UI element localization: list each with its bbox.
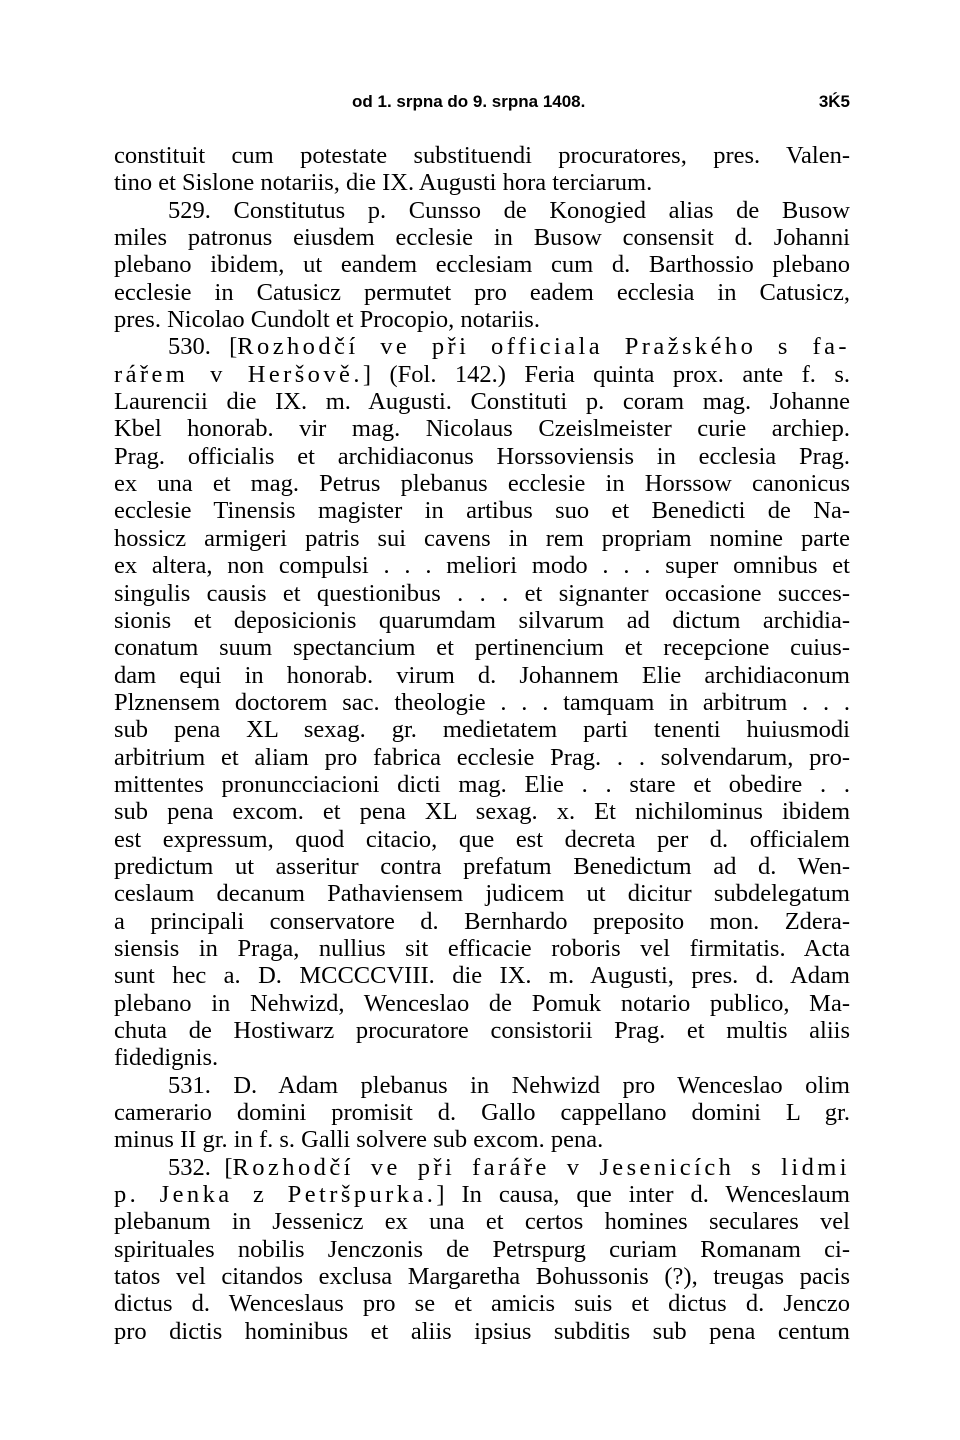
text-line: chuta de Hostiwarz procuratore consistorii Prag. et multis aliis (114, 1017, 850, 1044)
text-line: plebano in Nehwizd, Wenceslao de Pomuk notario publico, Ma- (114, 989, 850, 1017)
text-line: tatos vel citandos exclusa Margaretha Bohussonis (?), treugas pacis (114, 1263, 850, 1291)
text-line: ecclesie Tinensis magister in artibus suo et Benedicti de Na- (114, 497, 850, 525)
text-line: minus II gr. in f. s. Galli solvere sub excom. pena. (114, 1126, 604, 1154)
text-line (114, 361, 850, 388)
text-segment: ] In causa, que inter d. Wenceslaum (436, 1181, 850, 1209)
text-line (114, 1181, 850, 1208)
text-segment: 530. [ (168, 333, 238, 361)
text-line: ceslaum decanum Pathaviensem judicem ut dicitur subdelegatum (114, 880, 850, 908)
text-line: spirituales nobilis Jenczonis de Petrspurg curiam Romanam ci- (114, 1235, 850, 1263)
spaced-heading-segment: p. Jenka z Petršpurka. (114, 1181, 437, 1209)
text-line: a principali conservatore d. Bernhardo preposito mon. Zdera- (114, 907, 850, 935)
text-line: mittentes pronuncciacioni dicti mag. Elie . . stare et obedire . . (114, 770, 850, 798)
spaced-heading-segment: Rozhodčí ve při faráře v Jesenicích s lidmi (232, 1153, 850, 1181)
text-segment: ] (Fol. 142.) Feria quinta prox. ante f. s. (362, 360, 850, 388)
text-line: constituit cum potestate substituendi procuratores, pres. Valen- (114, 142, 850, 169)
page-number: 3Ḱ5 (818, 92, 850, 111)
text-line (114, 1154, 850, 1181)
text-line: Kbel honorab. vir mag. Nicolaus Czeislmeister curie archiep. (114, 415, 850, 443)
text-line: plebano ibidem, ut eandem ecclesiam cum d. Barthossio plebano (114, 251, 850, 279)
text-line: arbitrium et aliam pro fabrica ecclesie Prag. . . solvendarum, pro- (114, 743, 850, 771)
text-line: fidedignis. (114, 1044, 219, 1072)
text-line: sunt hec a. D. MCCCCVIII. die IX. m. Augusti, pres. d. Adam (114, 962, 850, 990)
text-line: sionis et deposicionis quarumdam silvarum ad dictum archidia- (114, 606, 850, 634)
text-line: est expressum, quod citacio, que est decreta per d. officialem (114, 825, 850, 853)
text-line: Prag. officialis et archidiaconus Horssoviensis in ecclesia Prag. (114, 442, 850, 470)
text-line: plebanum in Jessenicz ex una et certos homines seculares vel (114, 1208, 850, 1236)
text-line: dictus d. Wenceslaus pro se et amicis suis et dictus d. Jenczo (114, 1290, 850, 1318)
text-line: hossicz armigeri patris sui cavens in rem propriam nomine parte (114, 524, 850, 552)
text-line: singulis causis et questionibus . . . et signanter occasione succes- (114, 579, 850, 607)
text-line: pres. Nicolao Cundolt et Procopio, notariis. (114, 306, 540, 334)
text-line: tino et Sislone notariis, die IX. Augusti hora terciarum. (114, 169, 653, 197)
text-segment: 532. [ (168, 1153, 233, 1181)
text-line (114, 333, 850, 360)
running-title: od 1. srpna do 9. srpna 1408. (352, 92, 586, 111)
running-head (0, 92, 960, 118)
text-line: dam equi in honorab. virum d. Johannem Elie archidiaconum (114, 661, 850, 689)
text-line: sub pena XL sexag. gr. medietatem parti tenenti huiusmodi (114, 716, 850, 744)
text-line: miles patronus eiusdem ecclesie in Busow consensit d. Johanni (114, 224, 850, 252)
text-line: Laurencii die IX. m. Augusti. Constituti p. coram mag. Johanne (114, 388, 850, 416)
text-line: Plznensem doctorem sac. theologie . . . tamquam in arbitrum . . . (114, 688, 850, 716)
text-line: ex una et mag. Petrus plebanus ecclesie in Horssow canonicus (114, 470, 850, 498)
spaced-heading-segment: rářem v Heršově. (114, 360, 363, 388)
text-line: siensis in Praga, nullius sit efficacie roboris vel firmitatis. Acta (114, 934, 850, 962)
text-line: 529. Constitutus p. Cunsso de Konogied alias de Busow (168, 196, 850, 224)
text-line: conatum suum spectancium et pertinencium et recepcione cuius- (114, 634, 850, 662)
text-line: pro dictis hominibus et aliis ipsius subditis sub pena centum (114, 1317, 850, 1345)
text-line: 531. D. Adam plebanus in Nehwizd pro Wenceslao olim (168, 1071, 850, 1099)
text-line: camerario domini promisit d. Gallo cappellano domini L gr. (114, 1099, 850, 1127)
text-line: sub pena excom. et pena XL sexag. x. Et nichilominus ibidem (114, 798, 850, 826)
text-line: ecclesie in Catusicz permutet pro eadem ecclesia in Catusicz, (114, 278, 850, 306)
text-line: predictum ut asseritur contra prefatum Benedictum ad d. Wen- (114, 852, 850, 880)
spaced-heading-segment: Rozhodčí ve při officiala Pražského s fa- (237, 333, 850, 361)
body-text (114, 142, 850, 1345)
text-line: ex altera, non compulsi . . . meliori modo . . . super omnibus et (114, 552, 850, 580)
